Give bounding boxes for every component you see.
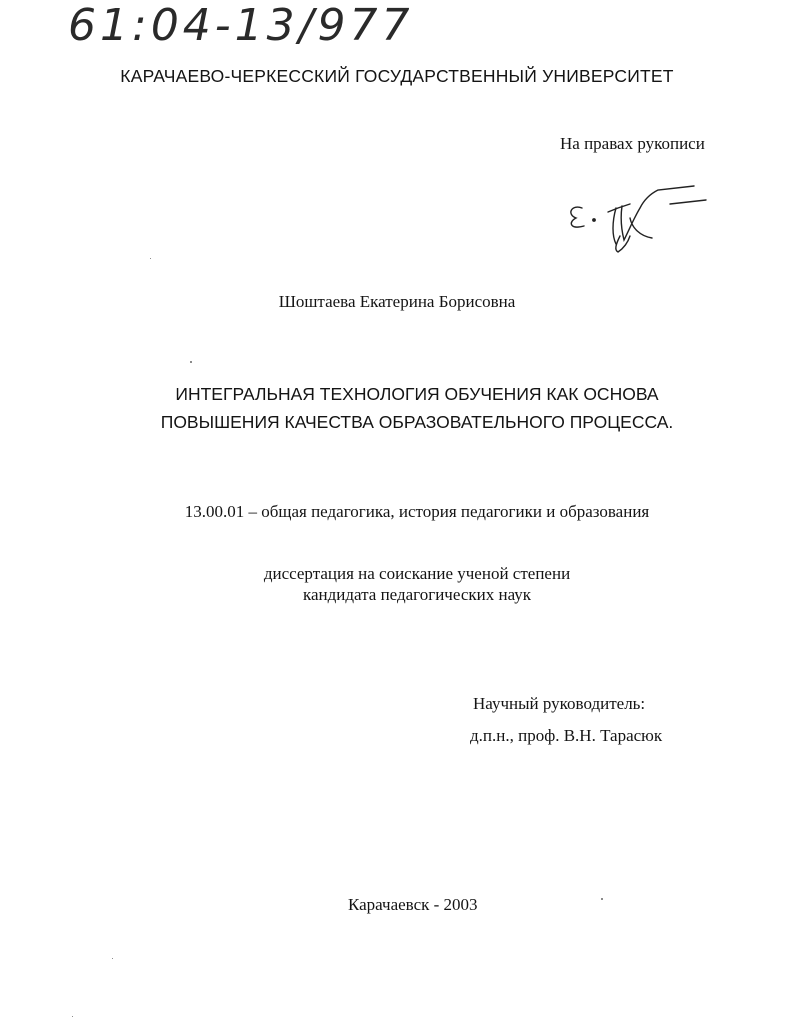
author-name: Шоштаева Екатерина Борисовна: [278, 292, 516, 311]
scan-speck: [72, 1016, 73, 1017]
scientific-advisor: [470, 688, 662, 752]
title-line-1: ИНТЕГРАЛЬНАЯ ТЕХНОЛОГИЯ ОБУЧЕНИЯ КАК ОСНОВА: [175, 384, 659, 404]
place-and-year: Карачаевск - 2003: [348, 895, 478, 914]
archive-code-text: 61:04-13/977: [68, 0, 414, 51]
title-line-2: ПОВЫШЕНИЯ КАЧЕСТВА ОБРАЗОВАТЕЛЬНОГО ПРОЦЕССА.: [160, 412, 674, 432]
scan-speck: [190, 361, 192, 363]
degree-line-1: диссертация на соискание ученой степени: [263, 564, 571, 583]
degree-statement: [0, 563, 794, 605]
specialty-code: 13.00.01 – общая педагогика, история педагогики и образования: [184, 502, 650, 521]
dissertation-title: [0, 380, 794, 436]
archive-code-handwritten: [68, 0, 478, 52]
advisor-label: Научный руководитель:: [473, 694, 646, 713]
degree-line-2: кандидата педагогических наук: [302, 585, 532, 604]
scan-speck: [150, 258, 151, 259]
advisor-name: д.п.н., проф. В.Н. Тарасюк: [470, 726, 663, 745]
university-name: КАРАЧАЕВО-ЧЕРКЕССКИЙ ГОСУДАРСТВЕННЫЙ УНИВЕРСИТЕТ: [120, 66, 674, 86]
scan-speck: [112, 958, 113, 959]
manuscript-rights-note: На правах рукописи: [560, 134, 705, 153]
signature-image: [560, 178, 720, 258]
scan-speck: [601, 898, 603, 900]
